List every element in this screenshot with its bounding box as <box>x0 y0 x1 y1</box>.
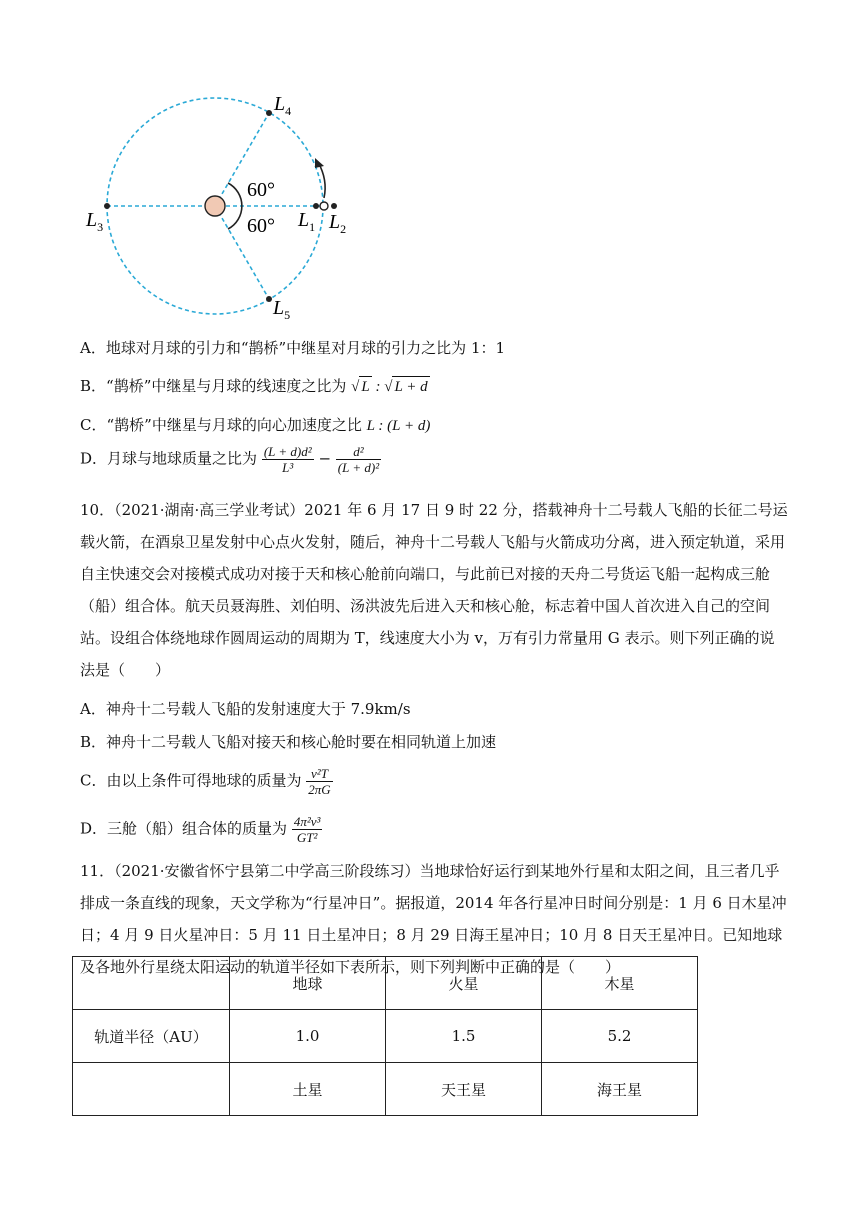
table-cell <box>73 957 230 1010</box>
point-l3 <box>104 203 110 209</box>
table-cell: 木星 <box>542 957 698 1010</box>
option-text: 月球与地球质量之比为 <box>107 449 258 468</box>
minus-sign: − <box>318 449 332 468</box>
option-text: 神舟十二号载人飞船的发射速度大于 7.9km/s <box>105 700 411 718</box>
option-text: 地球对月球的引力和“鹊桥”中继星对月球的引力之比为 1：1 <box>105 339 506 357</box>
option-letter: A． <box>80 700 106 718</box>
table-cell: 1.5 <box>386 1010 542 1063</box>
label-l3: $L_3$ <box>86 209 104 234</box>
q9-option-b <box>80 376 430 397</box>
table-cell: 5.2 <box>542 1010 698 1063</box>
table-cell: 海王星 <box>542 1063 698 1116</box>
q9-b-math: √ L : √ L + d <box>351 379 430 395</box>
earth-icon <box>205 196 225 216</box>
option-letter: D． <box>80 819 108 838</box>
q10-option-a <box>80 699 411 719</box>
table-cell: 土星 <box>230 1063 386 1116</box>
option-letter: C． <box>80 771 107 790</box>
option-text: 三舱（船）组合体的质量为 <box>107 819 288 838</box>
option-text: “鹊桥”中继星与月球的向心加速度之比 <box>106 416 362 434</box>
arrow-head-icon <box>315 158 324 168</box>
table-row <box>73 1010 698 1063</box>
label-l5: $L_5$ <box>273 297 291 322</box>
table-cell: 1.0 <box>230 1010 386 1063</box>
point-l4 <box>266 110 272 116</box>
option-letter: B． <box>80 377 107 395</box>
q9-option-a <box>80 338 505 358</box>
orbit-diagram <box>80 88 347 328</box>
moon-icon <box>320 202 328 210</box>
option-letter: C． <box>80 416 107 434</box>
q9-option-d <box>80 444 381 475</box>
q9-c-math: L : (L + d) <box>366 418 431 434</box>
option-text: “鹊桥”中继星与月球的线速度之比为 <box>106 377 347 395</box>
q9-option-c <box>80 415 430 436</box>
q10-c-frac: $\frac{\text{v²T}}{2\pi G}$ <box>308 766 331 797</box>
label-l1: $L_1$ <box>298 209 316 234</box>
orbit-radius-table <box>72 956 698 1116</box>
q9-d-frac2: $\frac{\text{d²}}{\text{(L + d)²}}$ <box>337 444 380 475</box>
q10-stem: 10．（2021·湖南·高三学业考试）2021 年 6 月 17 日 9 时 22 分，搭载神舟十二号载人飞船的长征二号运载火箭，在酒泉卫星发射中心点火发射，随后，神舟十二号载人飞船与火箭成功分离，进入预定轨道，采用自主快速交会对接模式成功对接于天和核心舱前向端口，与此前已对接的天舟二号货运飞船一起构成三舱（船）组合体。航天员聂海胜、刘伯明、汤洪波先后进入天和核心舱，标志着中国人首次进入自己的空间站。设组合体绕地球作圆周运动的周期为 T，线速度大小为 v，万有引力常量用 G 表示。则下列正确的说法是（ ） <box>80 501 788 679</box>
option-letter: D． <box>80 449 108 468</box>
option-text: 神舟十二号载人飞船对接天和核心舱时要在相同轨道上加速 <box>106 733 497 751</box>
option-letter: A． <box>80 339 106 357</box>
table-cell: 天王星 <box>386 1063 542 1116</box>
q10-option-c <box>80 766 333 797</box>
q9-d-frac1: $\frac{\text{(L + d)d²}}{\text{L³}}$ <box>263 444 312 475</box>
point-l1 <box>313 203 319 209</box>
option-text: 由以上条件可得地球的质量为 <box>106 771 302 790</box>
label-l2: $L_2$ <box>329 211 347 236</box>
q10-option-b <box>80 732 496 752</box>
angle-top-label: 60° <box>247 179 275 201</box>
point-l2 <box>331 203 337 209</box>
label-l4: $L_4$ <box>274 93 292 118</box>
q11-stem: 11．（2021·安徽省怀宁县第二中学高三阶段练习）当地球恰好运行到某地外行星和太阳之间，且三者几乎排成一条直线的现象，天文学称为“行星冲日”。据报道，2014 年各行星冲日时间分别是：1 月 6 日木星冲日；4 月 9 日火星冲日：5 月 11 日土星冲日；8 月 29 日海王星冲日；10 月 8 日天王星冲日。已知地球及各地外行星绕太阳运动的轨道半径如下表所示，则下列判断中正确的是（ ） <box>80 862 787 976</box>
table-cell <box>73 1063 230 1116</box>
angle-bottom-label: 60° <box>247 215 275 237</box>
point-l5 <box>266 296 272 302</box>
table-cell: 地球 <box>230 957 386 1010</box>
table-cell: 轨道半径（AU） <box>73 1010 230 1063</box>
q10-d-frac: $\frac{\text{4π²v³}}{\text{GT²}}$ <box>293 814 321 845</box>
table-cell: 火星 <box>386 957 542 1010</box>
option-letter: B． <box>80 733 107 751</box>
q10-option-d <box>80 814 322 845</box>
table-row <box>73 957 698 1010</box>
table-row <box>73 1063 698 1116</box>
